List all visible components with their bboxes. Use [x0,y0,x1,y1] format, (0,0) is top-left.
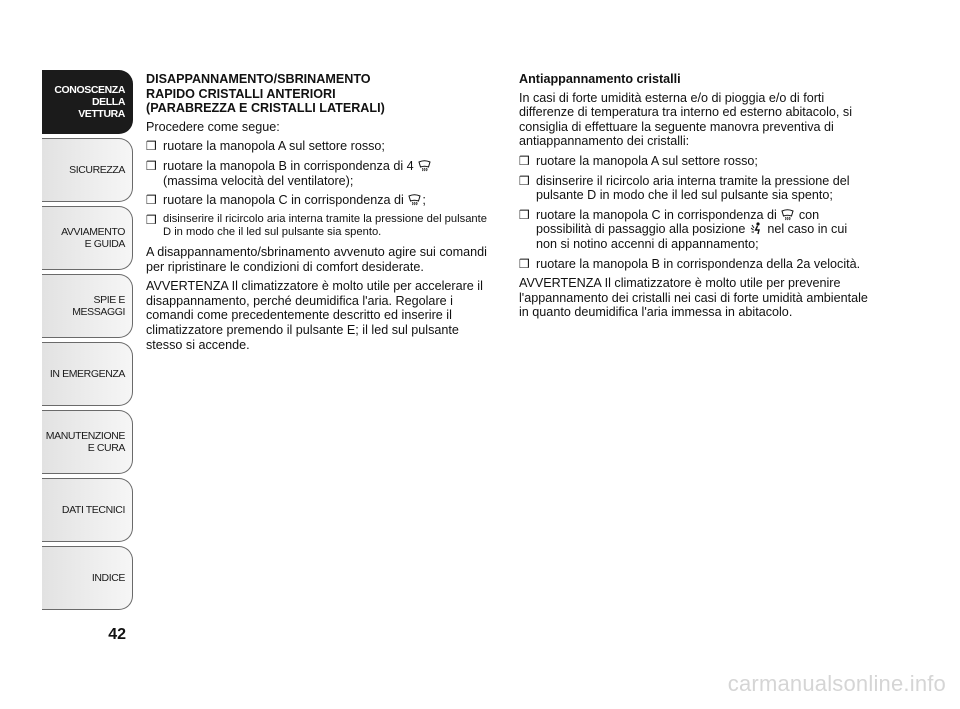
list-item-text: ruotare la manopola C in corrispondenza di [163,193,404,208]
warning-paragraph: AVVERTENZA Il climatizzatore è molto utile per prevenire l'appannamento dei cristalli nei casi di forte umidità ambientale in quanto deumidifica l'aria immessa in abitacolo. [519,276,868,320]
tab-avviamento-e-guida[interactable] [42,206,133,270]
windshield-defrost-icon [781,209,794,221]
tab-manutenzione-e-cura[interactable] [42,410,133,474]
tab-spie-e-messaggi[interactable] [42,274,133,338]
checkbox-bullet-icon: ❒ [146,212,157,227]
intro-text: Procedere come segue: [146,119,280,134]
section-anti-fog [519,72,871,325]
list-item [519,154,871,169]
tab-sicurezza[interactable] [42,138,133,202]
list-item-text: nel caso in cui non si notino accenni di appannamento; [536,222,848,251]
tab-indice[interactable] [42,546,133,610]
windshield-feet-icon [750,222,763,235]
tab-label-line: SPIE E [93,294,125,306]
heading-line: RAPIDO CRISTALLI ANTERIORI [146,86,336,101]
tab-label-line: E CURA [87,442,125,454]
list-item-text: ruotare la manopola C in corrispondenza di [536,207,777,222]
list-item-text: ; [422,193,426,208]
checkbox-bullet-icon: ❒ [146,158,157,173]
checkbox-bullet-icon: ❒ [519,207,530,222]
tab-dati-tecnici[interactable] [42,478,133,542]
list-item-text: ruotare la manopola B in corrispondenza della 2a velocità. [536,256,861,271]
list-item-text: disinserire il ricircolo aria interna tramite la pressione del pulsante D in modo che il led sul pulsante sia spento. [163,212,487,239]
checkbox-bullet-icon: ❒ [519,173,530,188]
list-item-text: ruotare la manopola A sul settore rosso; [163,139,385,154]
section-rapid-defrost [146,72,498,357]
tab-label-line: CONOSCENZA [54,84,125,96]
intro-text: In casi di forte umidità esterna e/o di pioggia e/o di forti differenze di temperatura tra interno ed esterno abitacolo, si consiglia di effettuare la seguente manovra preventiva di antiappannamento dei cristalli: [519,90,852,149]
heading-line: (PARABREZZA E CRISTALLI LATERALI) [146,101,385,116]
tab-label-line: DATI TECNICI [61,504,125,516]
list-item-text: (massima velocità del ventilatore); [163,173,354,188]
list-item [519,257,871,272]
list-item [519,208,871,252]
page-number: 42 [108,626,126,643]
checkbox-bullet-icon: ❒ [519,256,530,271]
checkbox-bullet-icon: ❒ [146,193,157,208]
tab-label-line: DELLA [92,96,125,108]
tab-label-line: INDICE [91,572,125,584]
list-item-text: ruotare la manopola A sul settore rosso; [536,153,758,168]
list-item [146,139,498,154]
list-item-text: disinserire il ricircolo aria interna tramite la pressione del pulsante D in modo che il led sul pulsante sia spento; [536,173,850,203]
tab-label-line: IN EMERGENZA [49,368,125,380]
tab-label-line: MANUTENZIONE [45,430,125,442]
heading-line: DISAPPANNAMENTO/SBRINAMENTO [146,72,371,86]
tab-label-line: SICUREZZA [69,164,125,176]
checkbox-bullet-icon: ❒ [146,139,157,154]
tab-in-emergenza[interactable] [42,342,133,406]
tab-label-line: MESSAGGI [72,306,125,318]
list-item [146,193,498,208]
list-item [146,213,498,240]
tab-label-line: VETTURA [78,108,125,120]
section-heading: Antiappannamento cristalli [519,72,681,86]
tab-conoscenza-della-vettura[interactable] [42,70,133,134]
list-item-text: con possibilità di passaggio alla posizione [536,207,820,237]
chapter-tabs [42,70,133,614]
warning-paragraph: AVVERTENZA Il climatizzatore è molto utile per accelerare il disappannamento, perché deumidifica l'aria. Regolare i comandi come precedentemente descritto ed inserire il climatizzatore premendo il pulsante E; il led sul pulsante stesso si accende. [146,279,483,352]
tab-label-line: AVVIAMENTO [61,226,125,238]
watermark: carmanualsonline.info [727,671,946,696]
fan-speed-icon [418,160,431,172]
list-item [146,159,498,188]
checkbox-bullet-icon: ❒ [519,153,530,168]
section-heading [146,72,498,116]
windshield-defrost-icon [408,194,421,206]
list-item [519,174,871,203]
body-paragraph: A disappannamento/sbrinamento avvenuto agire sui comandi per ripristinare le condizioni di comfort desiderate. [146,244,487,274]
tab-label-line: E GUIDA [84,238,125,250]
list-item-text: ruotare la manopola B in corrispondenza di 4 [163,158,414,173]
